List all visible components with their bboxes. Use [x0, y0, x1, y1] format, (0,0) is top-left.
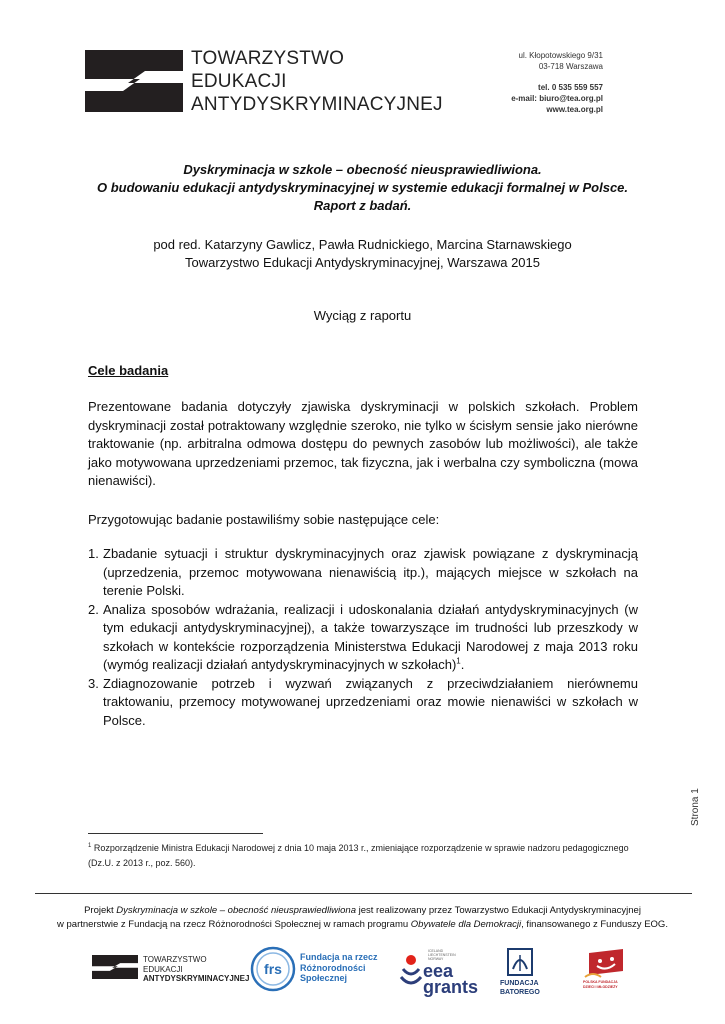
footer-divider: [35, 893, 692, 894]
project-name: Dyskryminacja w szkole – obecność nieusprawiedliwiona: [116, 905, 356, 916]
title-line: Dyskryminacja w szkole – obecność nieusprawiedliwiona.: [183, 162, 542, 177]
eea-word: eea: [423, 961, 454, 981]
phone: tel. 0 535 559 557: [538, 83, 603, 92]
organization-name: [191, 47, 443, 116]
batory-name: [500, 980, 540, 997]
org-name-line: ANTYDYSKRYMINACYJNEJ: [191, 94, 443, 115]
eea-wordmark: [423, 963, 478, 995]
grants-word: grants: [423, 977, 479, 997]
pfdim-logo: [583, 947, 631, 989]
tea-logo-mark: [85, 50, 183, 112]
frs-line: Fundacja na rzecz: [300, 952, 378, 962]
page-number: [688, 780, 708, 840]
frs-logo: [250, 946, 378, 997]
org-name-line: TOWARZYSTWO: [191, 48, 345, 69]
list-item: [88, 601, 638, 675]
footnote: [88, 841, 648, 871]
address-street: ul. Kłopotowskiego 9/31: [518, 51, 603, 60]
tea-logo-mark-small: [92, 955, 138, 979]
excerpt-label: Wyciąg z raportu: [313, 308, 412, 323]
editors-block: [70, 236, 655, 272]
org-name-line: EDUKACJI: [191, 71, 287, 92]
list-number: 2.: [88, 601, 99, 617]
list-item: [88, 545, 638, 601]
eea-country: ICELAND: [428, 949, 444, 953]
pfdim-flag-icon: [583, 947, 631, 979]
tea-line: ANTYDYSKRYMINACYJNEJ: [143, 974, 250, 983]
pfdim-line: POLSKA FUNDACJA: [583, 980, 618, 984]
list-item-text: Zbadanie sytuacji i struktur dyskryminacyjnych oraz zjawisk powiązane z dyskryminacją (uprzedzenia, przemoc motywowana nienawiścią itp.), mających miejsce w szkołach na terenie Polski.: [103, 546, 638, 598]
list-item: [88, 675, 638, 731]
pfdim-line: DZIECI I MŁODZIEŻY: [583, 984, 618, 989]
footer-span: jest realizowany przez Towarzystwo Edukacji Antydyskryminacyjnej: [356, 905, 641, 916]
publisher-line: Towarzystwo Edukacji Antydyskryminacyjnej, Warszawa 2015: [185, 255, 540, 270]
title-line: O budowaniu edukacji antydyskryminacyjnej w systemie edukacji formalnej w Polsce.: [96, 180, 629, 195]
eea-country: NORWAY: [428, 957, 444, 961]
section-heading: Cele badania: [88, 363, 169, 378]
website: www.tea.org.pl: [546, 105, 603, 114]
batory-line: BATOREGO: [500, 988, 540, 996]
footer-span: w partnerstwie z Fundacją na rzecz Różnorodności Społecznej w ramach programu: [57, 919, 411, 930]
batory-logo: [500, 947, 540, 996]
tea-line: TOWARZYSTWO: [143, 955, 207, 964]
title-line: Raport z badań.: [313, 198, 412, 213]
eea-countries: [428, 949, 456, 961]
list-item-text: Zdiagnozowanie potrzeb i wyzwań związanych z przeciwdziałaniem nierównemu traktowaniu, przemocy motywowanej uprzedzeniami oraz mowie nienawiści w szkołach w Polsce.: [103, 675, 638, 728]
contact-block: [511, 50, 603, 115]
punctuation: .: [460, 657, 465, 672]
paragraph: Prezentowane badania dotyczyły zjawiska dyskryminacji w polskich szkołach. Problem dyskryminacji został potraktowany względnie szeroko, nie tylko w ścisłym sensie jako nierówne traktowanie (np. arbitralna odmowa dostępu do pewnych zasobów lub możliwości), ale także jako motywowana uprzedzeniami przemoc, tak fizyczna, jak i werbalna czy symboliczna (mowa nienawiści).: [88, 399, 638, 488]
eea-country: LIECHTENSTEIN: [428, 953, 456, 957]
email: e-mail: biuro@tea.org.pl: [511, 94, 603, 103]
eea-symbol-icon: [398, 947, 424, 993]
goals-list: [88, 545, 638, 730]
frs-line: Społecznej: [300, 973, 348, 983]
page-number-label: Strona 1: [690, 788, 701, 826]
footer-text: [30, 904, 695, 932]
tea-line: EDUKACJI: [143, 964, 183, 974]
footer-span: Projekt: [84, 905, 117, 916]
tea-footer-logo: [92, 955, 250, 984]
list-item-text: Analiza sposobów wdrażania, realizacji i udoskonalania działań antydyskryminacyjnych (w tym edukacji antydyskryminacyjnej), a także towarzyszące im trudności lub przeszkody w szkołach w kontekście rozporządzenia Ministerstwa Edukacji Narodowej z maja 2013 roku (wymóg realizacji działań antydyskryminacyjnych w szkołach): [103, 601, 638, 672]
frs-name: [300, 952, 378, 984]
footnote-number: 1: [88, 843, 92, 849]
frs-line: Różnorodności: [300, 962, 366, 973]
batory-emblem-icon: [500, 947, 540, 979]
pfdim-name: [583, 980, 618, 989]
batory-line: FUNDACJA: [500, 980, 539, 987]
report-title: [70, 161, 655, 215]
paragraph: Przygotowując badanie postawiliśmy sobie następujące cele:: [88, 512, 440, 527]
frs-circle-icon: [250, 946, 296, 992]
list-number: 3.: [88, 675, 99, 691]
tea-footer-name: [143, 955, 249, 984]
list-number: 1.: [88, 546, 99, 561]
frs-abbr: frs: [264, 961, 282, 977]
eea-grants-logo: [398, 947, 479, 998]
footnote-text: Rozporządzenie Ministra Edukacji Narodowej z dnia 10 maja 2013 r., zmieniające rozporządzenie w sprawie nadzoru pedagogicznego (Dz.U. z 2013 r., poz. 560).: [88, 843, 629, 868]
program-name: Obywatele dla Demokracji: [410, 919, 522, 930]
footer-span: , finansowanego z Funduszy EOG.: [521, 919, 668, 930]
footnote-divider: [88, 833, 263, 834]
editors-line: pod red. Katarzyny Gawlicz, Pawła Rudnickiego, Marcina Starnawskiego: [153, 237, 572, 252]
footnote-ref[interactable]: 1: [456, 656, 461, 666]
address-city: 03-718 Warszawa: [538, 62, 603, 71]
